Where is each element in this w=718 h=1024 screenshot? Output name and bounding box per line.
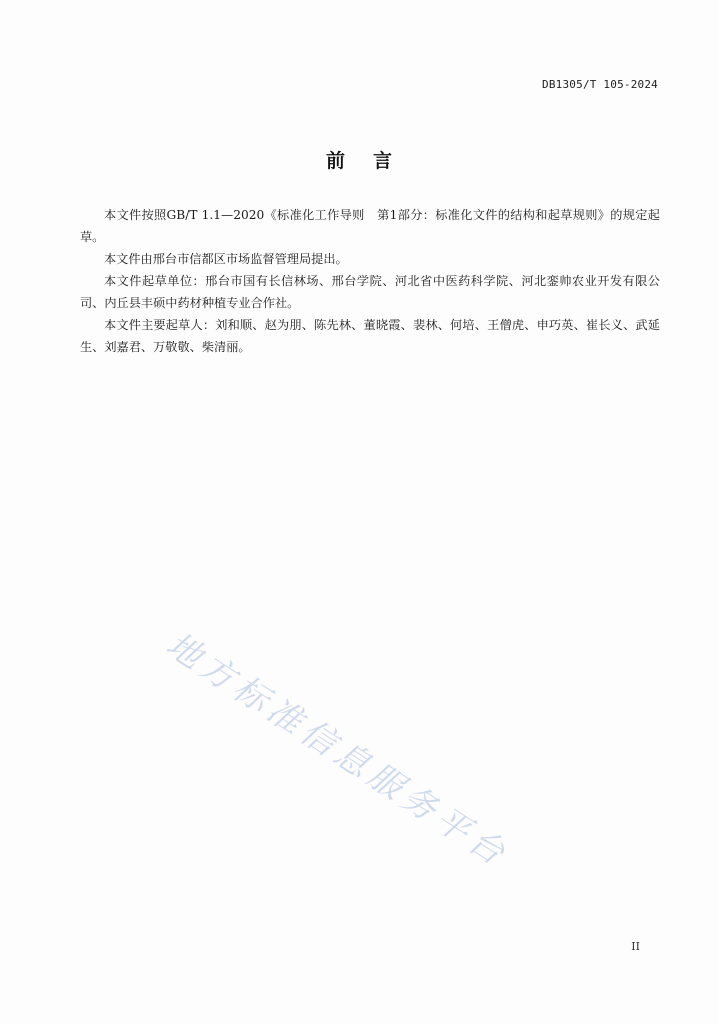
document-code: DB1305/T 105-2024 bbox=[542, 78, 658, 91]
foreword-body bbox=[80, 204, 660, 358]
paragraph-drafting-rules: 本文件按照GB/T 1.1—2020《标准化工作导则 第1部分：标准化文件的结构和起草规则》的规定起草。 bbox=[80, 208, 660, 244]
watermark: 地方标准信息服务平台 bbox=[158, 624, 517, 877]
page-number: II bbox=[631, 940, 640, 953]
paragraph-proposer: 本文件由邢台市信都区市场监督管理局提出。 bbox=[104, 252, 348, 266]
section-title: 前言 bbox=[325, 150, 420, 172]
paragraph-drafting-units: 本文件起草单位：邢台市国有长信林场、邢台学院、河北省中医药科学院、河北銮帅农业开发有限公司、内丘县丰硕中药材种植专业合作社。 bbox=[80, 274, 660, 310]
paragraph-drafters: 本文件主要起草人：刘和顺、赵为朋、陈先林、董晓霞、裴林、何培、王僧虎、申巧英、崔长义、武延生、刘嘉君、万敬敬、柴清丽。 bbox=[80, 318, 660, 354]
